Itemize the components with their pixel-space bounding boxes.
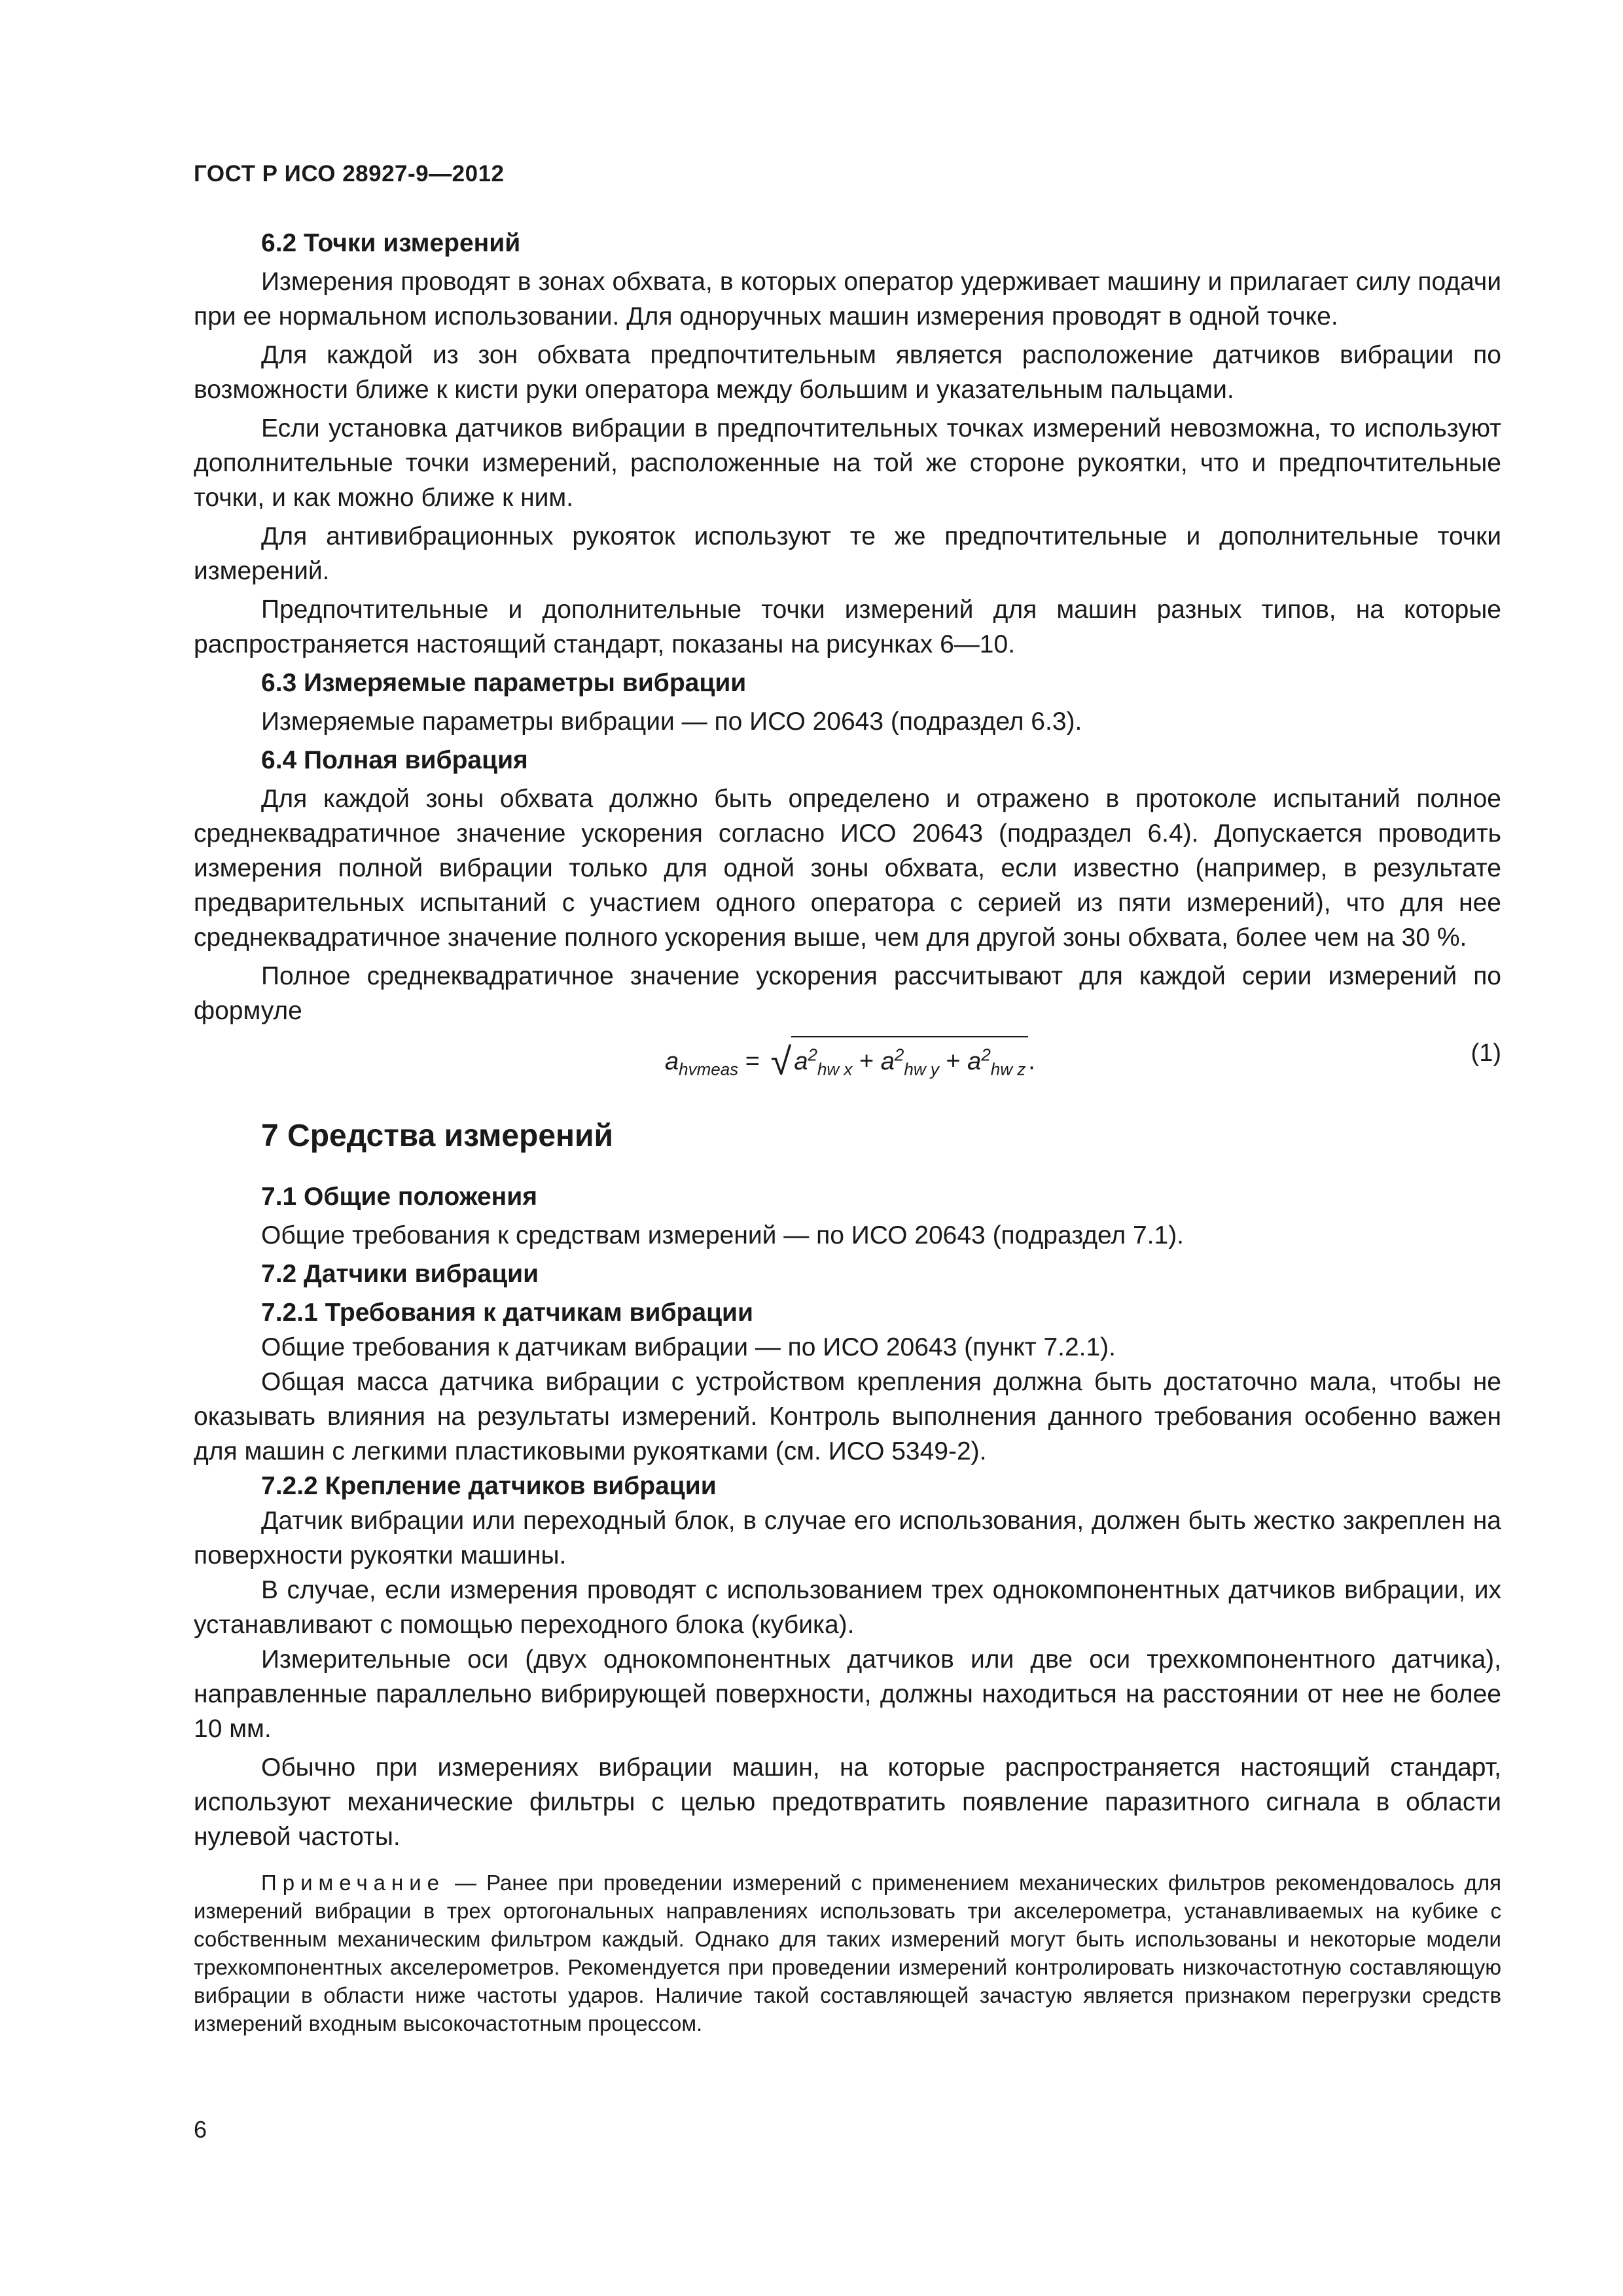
formula-1 xyxy=(194,1032,1501,1085)
term-y-subscript: hw y xyxy=(904,1059,939,1079)
section-7-2-title: 7.2 Датчики вибрации xyxy=(261,1260,539,1288)
term-z-subscript: hw z xyxy=(990,1059,1026,1079)
formula-lhs-symbol: a xyxy=(665,1047,679,1075)
formula-lhs-subscript: hvmeas xyxy=(679,1059,739,1079)
paragraph: Общие требования к средствам измерений — по ИСО 20643 (подраздел 7.1). xyxy=(261,1221,1185,1249)
document-body xyxy=(194,226,1501,2037)
formula-plus: + xyxy=(859,1047,874,1075)
section-7-2-1 xyxy=(194,1295,1501,1642)
paragraph: Измерения проводят в зонах обхвата, в которых оператор удерживает машину и прилагает силу подачи при ее нормальном использовании. Для одноручных машин измерения проводят в одной точке. xyxy=(194,268,1501,331)
note-dash: — xyxy=(445,1871,487,1895)
page-number: 6 xyxy=(194,2116,207,2143)
paragraph: Обычно при измерениях вибрации машин, на которые распространяется настоящий стандарт, используют механические фильтры с целью предотвратить появление паразитного сигнала в области нулевой частоты. xyxy=(194,1753,1501,1851)
term-y-exponent: 2 xyxy=(894,1045,904,1064)
paragraph: Полное среднеквадратичное значение ускорения рассчитывают для каждой серии измерений по формуле xyxy=(194,962,1501,1025)
paragraph: Общая масса датчика вибрации с устройством крепления должна быть достаточно мала, чтобы не оказывать влияния на результаты измерений. Контроль выполнения данного требования особенно важен для машин с легкими пластиковыми рукоятками (см. ИСО 5349-2). xyxy=(194,1368,1501,1465)
paragraph: Измерительные оси (двух однокомпонентных датчиков или две оси трехкомпонентного датчика), направленные параллельно вибрирующей поверхности, должны находиться на расстоянии от нее не более 10 мм. xyxy=(194,1645,1501,1743)
paragraph: Для каждой зоны обхвата должно быть определено и отражено в протоколе испытаний полное среднеквадратичное значение ускорения согласно ИСО 20643 (подраздел 6.4). Допускается проводить измерения полной вибрации только для одной зоны обхвата, если известно (например, в результате предварительных испытаний с участием одного оператора с серией из пяти измерений), что для нее среднеквадратичное значение полного ускорения выше, чем для другой зоны обхвата, более чем на 30 %. xyxy=(194,785,1501,952)
section-7-1-title: 7.1 Общие положения xyxy=(261,1183,537,1211)
square-root xyxy=(767,1036,1029,1086)
term-z-symbol: a xyxy=(967,1047,982,1075)
paragraph: Если установка датчиков вибрации в предпочтительных точках измерений невозможна, то используют дополнительные точки измерений, расположенные на той же стороне рукоятки, что и предпочтительные точки, и как можно ближе к ним. xyxy=(194,414,1501,512)
term-x-subscript: hw x xyxy=(817,1059,853,1079)
paragraph: Датчик вибрации или переходный блок, в случае его использования, должен быть жестко закреплен на поверхности рукоятки машины. xyxy=(194,1507,1501,1570)
paragraph: Общие требования к датчикам вибрации — по ИСО 20643 (пункт 7.2.1). xyxy=(261,1333,1116,1361)
paragraph: В случае, если измерения проводят с использованием трех однокомпонентных датчиков вибрации, их устанавливают с помощью переходного блока (кубика). xyxy=(194,1576,1501,1639)
section-7-2-1-title: 7.2.1 Требования к датчикам вибрации xyxy=(261,1299,753,1327)
radical-sign-icon: √ xyxy=(770,1040,792,1083)
formula-end-period: . xyxy=(1028,1047,1035,1075)
term-x-symbol: a xyxy=(794,1047,808,1075)
paragraph: Измеряемые параметры вибрации — по ИСО 20643 (подраздел 6.3). xyxy=(261,708,1082,736)
paragraph: Для каждой из зон обхвата предпочтительным является расположение датчиков вибрации по возможности ближе к кисти руки оператора между большим и указательным пальцами. xyxy=(194,341,1501,404)
formula-number: (1) xyxy=(1471,1039,1501,1067)
formula-equals: = xyxy=(745,1047,760,1075)
radicand xyxy=(791,1036,1028,1086)
note-text: Ранее при проведении измерений с применением механических фильтров рекомендовалось для измерений вибрации в трех ортогональных направлениях использовать три акселерометра, устанавливаемых на кубике с собственным механическим фильтром каждый. Однако для таких измерений могут быть использованы и некоторые модели трехкомпонентных акселерометров. Рекомендуется при проведении измерений контролировать низкочастотную составляющую вибрации в области ниже частоты ударов. Наличие такой составляющей зачастую является признаком перегрузки средств измерений входным высокочастотным процессом. xyxy=(194,1871,1502,2036)
term-x-exponent: 2 xyxy=(808,1045,817,1064)
section-7-2-2-title: 7.2.2 Крепление датчиков вибрации xyxy=(261,1472,717,1500)
paragraph: Для антивибрационных рукояток используют те же предпочтительные и дополнительные точки измерений. xyxy=(194,522,1501,585)
section-6-4-title: 6.4 Полная вибрация xyxy=(261,746,528,774)
note xyxy=(194,1869,1501,2037)
term-z-exponent: 2 xyxy=(981,1045,991,1064)
note-label: Примечание xyxy=(261,1871,446,1895)
term-y-symbol: a xyxy=(880,1047,895,1075)
section-6-2-title: 6.2 Точки измерений xyxy=(261,229,521,257)
formula-plus: + xyxy=(946,1047,961,1075)
formula-expression xyxy=(665,1036,1035,1086)
standard-code-header: ГОСТ Р ИСО 28927-9—2012 xyxy=(194,161,505,187)
paragraph: Предпочтительные и дополнительные точки измерений для машин разных типов, на которые распространяется настоящий стандарт, показаны на рисунках 6—10. xyxy=(194,596,1501,658)
section-6-3-title: 6.3 Измеряемые параметры вибрации xyxy=(261,669,747,697)
section-7-title: 7 Средства измерений xyxy=(261,1119,614,1153)
